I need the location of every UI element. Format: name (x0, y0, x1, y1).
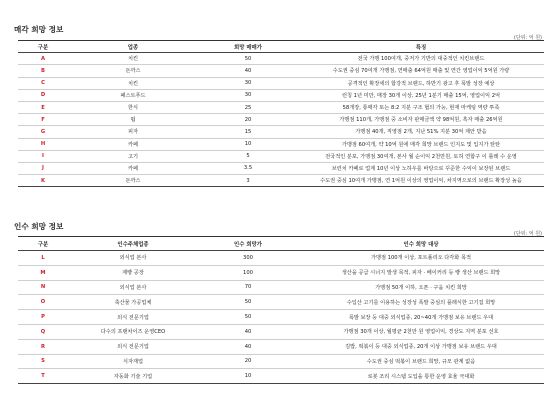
features-cell: 58개장, 통매각 또는 8:2 지분 구조 협의 가능, 현재 마케팅 역량 투족 (298, 101, 544, 113)
price-cell: 10 (198, 138, 298, 150)
category-cell: O (18, 295, 68, 310)
target-cell: 수도권 중심 떡볶이 브랜드 희망, 규모 관계 없음 (298, 354, 544, 369)
sale-table (18, 40, 544, 187)
category-cell: Q (18, 324, 68, 339)
acquirer-industry-cell: 축산물 가공업체 (68, 295, 198, 310)
acquirer-industry-cell: 다수의 프랜차이즈 운영CEO (68, 324, 198, 339)
price-cell: 50 (198, 53, 298, 65)
price-cell: 25 (198, 101, 298, 113)
acquisition-table (18, 236, 544, 384)
acquisition-section-title: 인수 희망 정보 (14, 222, 64, 231)
category-cell: K (18, 175, 68, 187)
acquisition-unit-label: (단위: 억 원) (513, 231, 542, 237)
price-cell: 3.5 (198, 162, 298, 174)
features-cell: 전국적인 분포, 가맹점 30여개, 본사 월 순이익 2천만원, 토허 연합구 이 틀레 수 운영 (298, 150, 544, 162)
table-row (18, 65, 544, 77)
table-row (18, 354, 544, 369)
category-cell: R (18, 339, 68, 354)
features-cell: 수도권 중심 10여개 가맹점, 연 1억원 이상의 영업이익, 차지역으로의 브랜드 확장성 높음 (298, 175, 544, 187)
target-cell: 가맹점 50개 이하, 오픈 · 구움 치킨 희망 (298, 280, 544, 295)
category-cell: T (18, 369, 68, 384)
acquisition-table-body (18, 251, 544, 384)
features-cell: 가맹점 110개, 가맹점 중 소비자 판매금액 약 98억원, 흑자 매출 26억원 (298, 114, 544, 126)
table-row (18, 77, 544, 89)
category-cell: S (18, 354, 68, 369)
table-row (18, 339, 544, 354)
acquirer-industry-cell: 외식업 본사 (68, 280, 198, 295)
table-row (18, 324, 544, 339)
header-target: 인수 희망 대상 (298, 237, 544, 251)
features-cell: 수도권 중심 70여개 가맹점, 연매출 64억원 매출 및 연간 영업이익 5억원 가량 (298, 65, 544, 77)
price-cell: 70 (198, 280, 298, 295)
category-cell: G (18, 126, 68, 138)
features-cell: 가맹점 60여개, 약 10억 원에 매각 희망 브랜드 인지도 및 입지가 탄탄 (298, 138, 544, 150)
table-row (18, 175, 544, 187)
category-cell: E (18, 101, 68, 113)
table-row (18, 295, 544, 310)
category-cell: B (18, 65, 68, 77)
acquirer-industry-cell: 외식업 본사 (68, 251, 198, 266)
industry-cell: 한식 (68, 101, 198, 113)
industry-cell: 카페 (68, 162, 198, 174)
features-cell: 전국 가맹 100여개, 중저가 기반의 대중적인 치킨브랜드 (298, 53, 544, 65)
table-row (18, 162, 544, 174)
table-row (18, 150, 544, 162)
industry-cell: 펍 (68, 114, 198, 126)
table-row (18, 114, 544, 126)
target-cell: 폭발 보장 등 대중 외식업종, 20~40개 가맹점 보유 브랜드 우대 (298, 310, 544, 325)
features-cell: 런칭 1년 미만, 매장 30개 이상, 25년 1분기 매출 15억, 영업이익 2억 (298, 89, 544, 101)
price-cell: 50 (198, 310, 298, 325)
price-cell: 100 (198, 265, 298, 280)
table-row (18, 310, 544, 325)
table-row (18, 265, 544, 280)
table-row (18, 138, 544, 150)
target-cell: 가맹점 100개 이상, 포트폴리오 다각화 목적 (298, 251, 544, 266)
price-cell: 30 (198, 89, 298, 101)
category-cell: N (18, 280, 68, 295)
category-cell: J (18, 162, 68, 174)
industry-cell: 돈까스 (68, 175, 198, 187)
header-industry: 업종 (68, 41, 198, 53)
category-cell: C (18, 77, 68, 89)
acquirer-industry-cell: 제빵 공장 (68, 265, 198, 280)
acquirer-industry-cell: 외식 전문기업 (68, 339, 198, 354)
header-category: 구분 (18, 41, 68, 53)
category-cell: M (18, 265, 68, 280)
industry-cell: 돈까스 (68, 65, 198, 77)
features-cell: 브런치 카페로 업계 10년 이상 노하우를 바탕으로 꾸준한 수익이 보장된 브랜드 (298, 162, 544, 174)
price-cell: 5 (198, 150, 298, 162)
header-desired-price: 희망 매매가 (198, 41, 298, 53)
acquirer-industry-cell: 외식 전문기업 (68, 310, 198, 325)
price-cell: 10 (198, 369, 298, 384)
category-cell: I (18, 150, 68, 162)
sale-table-body (18, 53, 544, 187)
price-cell: 20 (198, 114, 298, 126)
target-cell: 생산을 공급 시너지 발생 목적, 피자 · 베이커리 등 빵 생산 브랜드 희망 (298, 265, 544, 280)
features-cell: 가맹점 40개, 직영점 2개, 지난 51% 지분 30억 제안 받음 (298, 126, 544, 138)
industry-cell: 카페 (68, 138, 198, 150)
acquirer-industry-cell: 식자재업 (68, 354, 198, 369)
price-cell: 40 (198, 339, 298, 354)
price-cell: 20 (198, 354, 298, 369)
industry-cell: 치킨 (68, 53, 198, 65)
table-row (18, 369, 544, 384)
price-cell: 300 (198, 251, 298, 266)
category-cell: H (18, 138, 68, 150)
header-category: 구분 (18, 237, 68, 251)
table-row (18, 101, 544, 113)
target-cell: 가맹점 30개 이상, 월평균 2천만 원 영업이익, 경상도 지역 분포 선호 (298, 324, 544, 339)
table-row (18, 89, 544, 101)
industry-cell: 치킨 (68, 77, 198, 89)
category-cell: P (18, 310, 68, 325)
industry-cell: 패스트푸드 (68, 89, 198, 101)
acquisition-table-header (18, 237, 544, 251)
target-cell: 로봇 조리 시스템 도입을 통한 운영 효율 극대화 (298, 369, 544, 384)
target-cell: 김밥, 떡볶이 등 대중 외식업종, 20개 이상 가맹점 보유 브랜드 우대 (298, 339, 544, 354)
price-cell: 30 (198, 77, 298, 89)
category-cell: L (18, 251, 68, 266)
price-cell: 40 (198, 324, 298, 339)
header-acquirer-industry: 인수주체업종 (68, 237, 198, 251)
sale-table-header (18, 41, 544, 53)
target-cell: 수입산 고기를 이용하는 성장성 폭발 중심의 플래식한 고기집 희망 (298, 295, 544, 310)
header-features: 특징 (298, 41, 544, 53)
category-cell: A (18, 53, 68, 65)
header-desired-price: 인수 희망가 (198, 237, 298, 251)
price-cell: 40 (198, 65, 298, 77)
industry-cell: 피자 (68, 126, 198, 138)
acquirer-industry-cell: 자동화 기술 기업 (68, 369, 198, 384)
table-row (18, 280, 544, 295)
features-cell: 공격적인 확장세의 합강적 브랜드, 하반기 광고 후 폭발 성장 예상 (298, 77, 544, 89)
sale-unit-label: (단위: 억 원) (513, 35, 542, 41)
category-cell: D (18, 89, 68, 101)
price-cell: 50 (198, 295, 298, 310)
price-cell: 3 (198, 175, 298, 187)
price-cell: 15 (198, 126, 298, 138)
table-row (18, 53, 544, 65)
sale-section-title: 매각 희망 정보 (14, 25, 64, 34)
table-row (18, 126, 544, 138)
industry-cell: 고기 (68, 150, 198, 162)
table-row (18, 251, 544, 266)
category-cell: F (18, 114, 68, 126)
